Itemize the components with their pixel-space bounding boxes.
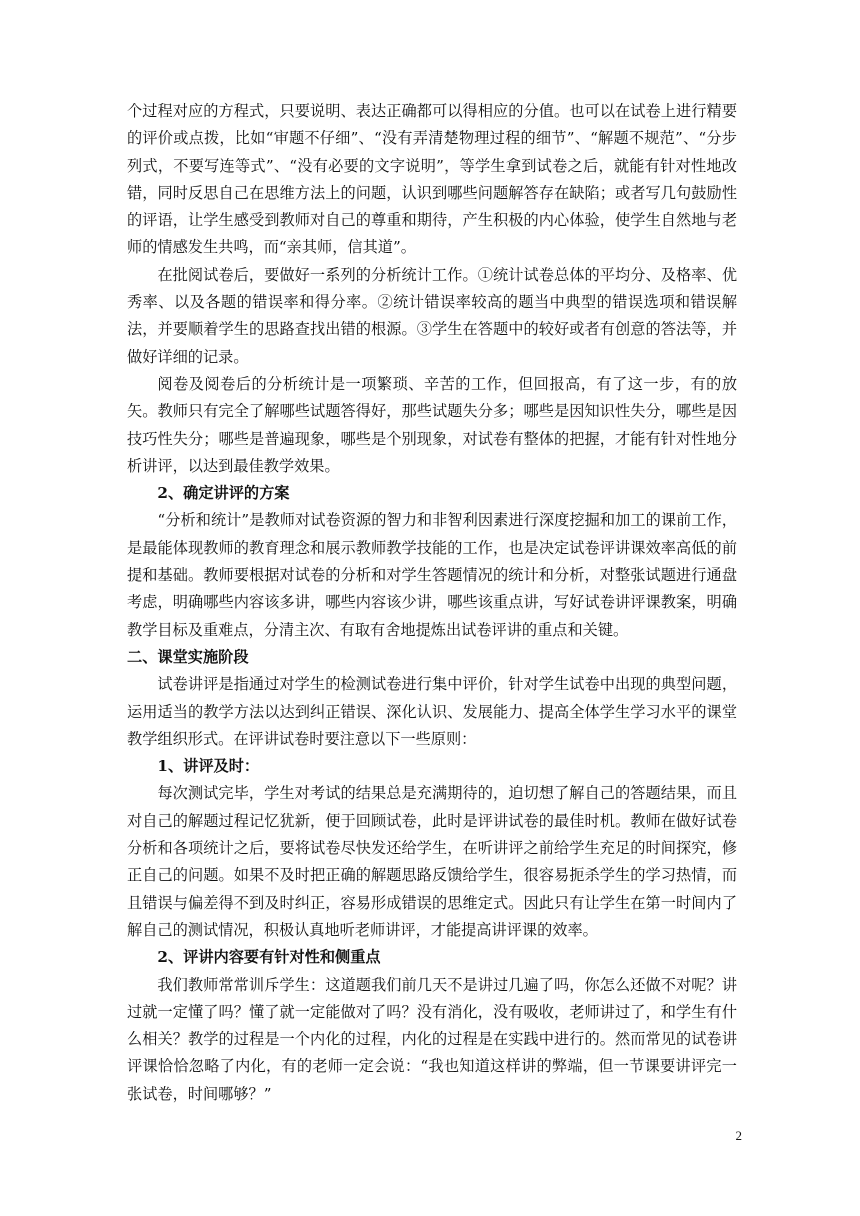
heading-targeted-content: 2、评讲内容要有针对性和侧重点: [157, 948, 381, 967]
paragraph-statistics-work: 在批阅试卷后，要做好一系列的分析统计工作。①统计试卷总体的平均分、及格率、优秀率、以及各题的错误率和得分率。②统计错误率较高的题当中典型的错误选项和错误解法，并要顺着学生的思路查找出错的根源。③学生在答题中的较好或者有创意的答法等，并做好详细的记录。: [127, 265, 737, 366]
page-number: 2: [735, 1128, 742, 1143]
paragraph-targeted-content: 我们教师常常训斥学生：这道题我们前几天不是讲过几遍了吗，你怎么还做不对呢？讲过就一定懂了吗？懂了就一定能做对了吗？没有消化，没有吸收，老师讲过了，和学生有什么相关？教学的过程是一个内化的过程，内化的过程是在实践中进行的。然而常见的试卷讲评课恰恰忽略了内化，有的老师一定会说：“我也知道这样讲的弊端，但一节课要讲评完一张试卷，时间哪够？”: [127, 975, 737, 1103]
heading-timely-review: 1、讲评及时：: [157, 757, 260, 776]
heading-classroom-stage: 二、课堂实施阶段: [127, 647, 249, 666]
paragraph-timely-review: 每次测试完毕，学生对考试的结果总是充满期待的，迫切想了解自己的答题结果，而且对自己的解题过程记忆犹新，便于回顾试卷，此时是评讲试卷的最佳时机。教师在做好试卷分析和各项统计之后，要将试卷尽快发还给学生，在听讲评之前给学生充足的时间探究，修正自己的问题。如果不及时把正确的解题思路反馈给学生，很容易扼杀学生的学习热情，而且错误与偏差得不到及时纠正，容易形成错误的思维定式。因此只有让学生在第一时间内了解自己的测试情况，积极认真地听老师讲评，才能提高讲评课的效率。: [127, 784, 737, 939]
paragraph-analysis-and-statistics: “分析和统计”是教师对试卷资源的智力和非智利因素进行深度挖掘和加工的课前工作，是最能体现教师的教育理念和展示教师教学技能的工作，也是决定试卷评讲课效率高低的前提和基础。教师要根据对试卷的分析和对学生答题情况的统计和分析，对整张试题进行通盘考虑，明确哪些内容该多讲，哪些内容该少讲，哪些该重点讲，写好试卷讲评课教案，明确教学目标及重难点，分清主次、有取有舍地提炼出试卷评讲的重点和关键。: [127, 511, 737, 639]
heading-determine-plan: 2、确定讲评的方案: [157, 484, 290, 503]
paragraph-analysis-value: 阅卷及阅卷后的分析统计是一项繁琐、辛苦的工作，但回报高，有了这一步，有的放矢。教师只有完全了解哪些试题答得好，那些试题失分多；哪些是因知识性失分，哪些是因技巧性失分；哪些是普遍现象，哪些是个别现象，对试卷有整体的把握，才能有针对性地分析讲评，以达到最佳教学效果。: [127, 374, 737, 475]
page-body: [127, 98, 737, 1108]
paragraph-marking-comments: 个过程对应的方程式，只要说明、表达正确都可以得相应的分值。也可以在试卷上进行精要的评价或点拨，比如“审题不仔细”、“没有弄清楚物理过程的细节”、“解题不规范”、“分步列式，不要写连等式”、“没有必要的文字说明”，等学生拿到试卷之后，就能有针对性地改错，同时反思自己在思维方法上的问题，认识到哪些问题解答存在缺陷；或者写几句鼓励性的评语，让学生感受到教师对自己的尊重和期待，产生积极的内心体验，使学生自然地与老师的情感发生共鸣，而“亲其师，信其道”。: [127, 102, 737, 257]
paragraph-exam-review-definition: 试卷讲评是指通过对学生的检测试卷进行集中评价，针对学生试卷中出现的典型问题，运用适当的教学方法以达到纠正错误、深化认识、发展能力、提高全体学生学习水平的课堂教学组织形式。在评讲试卷时要注意以下一些原则：: [127, 675, 737, 748]
